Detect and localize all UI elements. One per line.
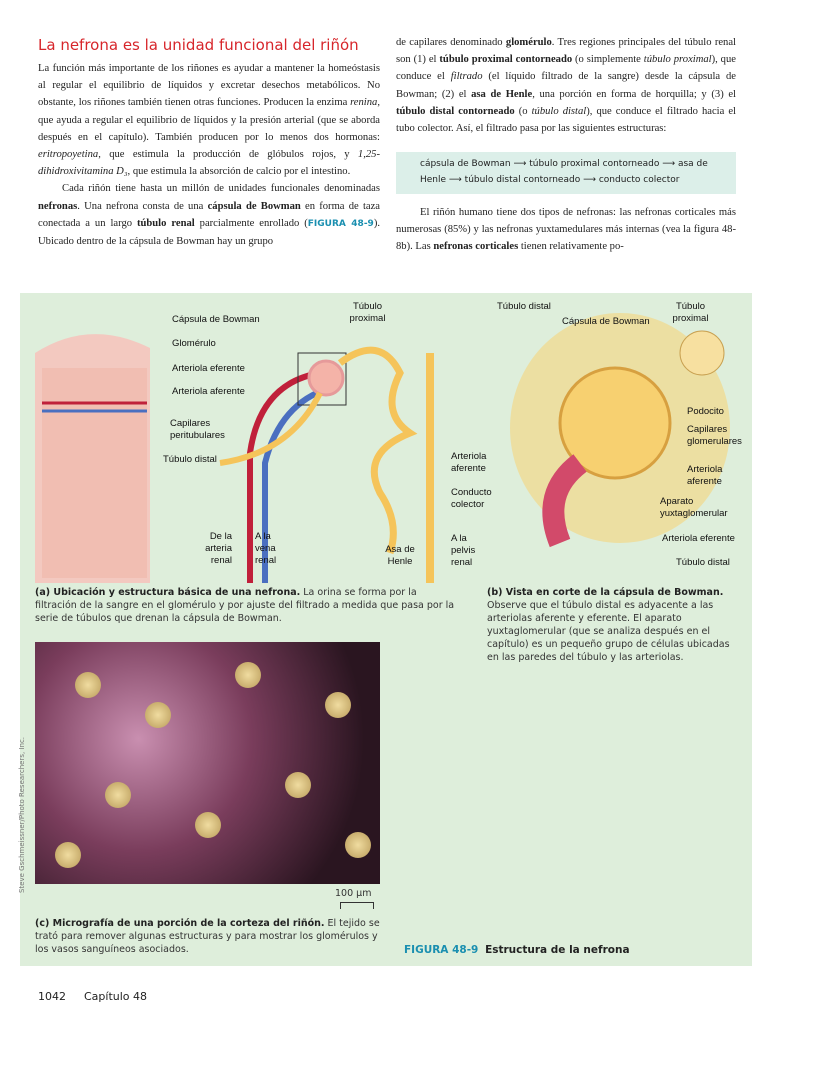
- figure-title-text: Estructura de la nefrona: [485, 944, 630, 956]
- label-afferent-arteriole: Arteriola aferente: [687, 464, 723, 487]
- label-afferent-arteriole: Arteriola aferente: [451, 451, 487, 474]
- text: La función más importante de los riñones es ayudar a mantener la homeóstasis al regular el equilibrio de líquidos y excretar desechos metabólicos. No obstante, los riñones también tienen otras funciones. Producen la enzima: [38, 63, 380, 109]
- text: , que estimula la absorción de calcio por el intestino.: [127, 166, 351, 178]
- paragraph-2: [38, 180, 380, 250]
- text: en forma de taza conectada a un largo: [38, 200, 380, 229]
- text: ). Ubicado dentro de la cápsula de Bowman hay un grupo: [38, 217, 381, 248]
- flow-line: cápsula de Bowman ⟶ túbulo proximal contorneado ⟶ asa de: [420, 159, 708, 169]
- label-to-renal-pelvis: A la pelvis renal: [451, 533, 476, 568]
- term: túbulo proximal contorneado: [439, 54, 573, 66]
- nephron-illustration: [20, 293, 752, 583]
- label-glomerulus: Glomérulo: [172, 338, 216, 349]
- label-juxtaglomerular-apparatus: Aparato yuxtaglomerular: [660, 496, 728, 519]
- glomerulus: [309, 361, 343, 395]
- chapter-label: Capítulo 48: [84, 990, 148, 1003]
- label-bowman-capsule: Cápsula de Bowman: [562, 316, 650, 327]
- left-column: [38, 60, 380, 250]
- photo-credit: Steve Gschmeissner/Photo Researchers, Inc.: [18, 736, 26, 893]
- text: ), que conduce el filtrado hacia el tubo colector. Así, el filtrado pasa por las siguientes estructuras:: [396, 105, 736, 135]
- term: glomérulo: [505, 37, 552, 48]
- label-efferent-arteriole: Arteriola eferente: [172, 363, 245, 374]
- proximal-tubule: [340, 350, 410, 553]
- figure-title: [404, 944, 630, 957]
- text: , que ayuda a regular el equilibrio de líquidos y la presión arterial (que se aborda después en el capítulo). También producen por lo menos dos hormonas:: [38, 97, 380, 143]
- label-podocyte: Podocito: [687, 406, 724, 417]
- text: (el líquido filtrado de la sangre) desde la cápsula de Bowman; (2) el: [396, 71, 736, 100]
- flow-line: Henle ⟶ túbulo distal contorneado ⟶ conducto colector: [420, 175, 680, 185]
- label-glomerular-capillaries: Capilares glomerulares: [687, 424, 742, 447]
- label-collecting-duct: Conducto colector: [451, 487, 492, 510]
- term: cápsula de Bowman: [207, 200, 301, 212]
- label-proximal-tubule: Túbulo proximal: [349, 301, 386, 324]
- term: nefronas corticales: [433, 241, 519, 253]
- label-afferent-arteriole: Arteriola aferente: [172, 386, 245, 397]
- proximal-tubule-section: [680, 331, 724, 375]
- label-to-renal-vein: A la vena renal: [255, 531, 277, 566]
- right-column-top: [396, 34, 736, 137]
- text: (o simplemente: [572, 54, 644, 66]
- label-proximal-tubule: Túbulo proximal: [672, 301, 709, 324]
- text: (o: [514, 105, 532, 117]
- text: parcialmente enrollado (: [194, 217, 308, 229]
- caption-a: [35, 586, 455, 625]
- caption-title: (b) Vista en corte de la cápsula de Bowman.: [487, 587, 724, 598]
- term: nefronas: [38, 200, 78, 212]
- text: , que estimula la producción de glóbulos rojos, y: [98, 149, 358, 161]
- term: túbulo proximal: [643, 54, 712, 66]
- right-column-bottom: [396, 204, 736, 256]
- term: asa de Henle: [471, 88, 533, 100]
- scale-bar: [340, 902, 374, 909]
- paragraph-1: [38, 60, 380, 180]
- figure-number: FIGURA 48-9: [404, 944, 479, 956]
- label-distal-tubule: Túbulo distal: [163, 454, 217, 465]
- page-number: 1042: [38, 990, 66, 1003]
- text: Cada riñón tiene hasta un millón de unidades funcionales denominadas: [62, 183, 380, 195]
- caption-title: (c) Micrografía de una porción de la corteza del riñón.: [35, 918, 325, 929]
- caption-text: La orina se forma por la filtración de la sangre en el glomérulo y por ajuste del filtrado a medida que pasa por la serie de túbulos que drenan la cápsula de Bowman.: [35, 587, 455, 624]
- figure-link[interactable]: FIGURA 48-9: [307, 218, 374, 229]
- text: , una porción en forma de horquilla; y (3) el: [532, 88, 737, 100]
- filtrate-flow-box: [396, 152, 736, 194]
- label-loop-of-henle: Asa de Henle: [385, 544, 415, 567]
- caption-title: (a) Ubicación y estructura básica de una nefrona.: [35, 587, 301, 598]
- text: ), que conduce el: [396, 54, 736, 83]
- text: de capilares denominado: [396, 37, 506, 48]
- term: filtrado: [450, 71, 483, 83]
- caption-text: El tejido se trató para remover algunas estructuras y para mostrar los glomérulos y los vasos sanguíneos asociados.: [35, 918, 380, 955]
- text: . Una nefrona consta de una: [77, 200, 208, 212]
- page-footer: [38, 990, 147, 1003]
- section-heading: La nefrona es la unidad funcional del riñón: [38, 36, 359, 54]
- kidney-cortex-micrograph: [35, 642, 380, 884]
- label-distal-tubule: Túbulo distal: [676, 557, 730, 568]
- label-bowman-capsule: Cápsula de Bowman: [172, 314, 260, 325]
- scale-bar-label: 100 µm: [335, 888, 372, 899]
- label-distal-tubule: Túbulo distal: [497, 301, 551, 312]
- term: túbulo distal contorneado: [396, 105, 515, 117]
- label-peritubular-capillaries: Capilares peritubulares: [170, 418, 225, 441]
- label-efferent-arteriole: Arteriola eferente: [662, 533, 735, 544]
- label-from-renal-artery: De la arteria renal: [205, 531, 232, 566]
- text: El riñón humano tiene dos tipos de nefronas: las nefronas corticales más numerosas (85%) y las nefronas yuxtamedulares más internas (vea la figura 48-8b). Las: [396, 207, 736, 253]
- caption-c: [35, 917, 385, 956]
- caption-b: [487, 586, 742, 664]
- term: renina: [350, 97, 378, 109]
- figure-panel: [20, 293, 752, 966]
- term: túbulo distal: [531, 105, 587, 117]
- text: . Tres regiones principales del túbulo renal son (1) el: [396, 37, 736, 66]
- term: eritropoyetina: [38, 149, 99, 161]
- caption-text: Observe que el túbulo distal es adyacente a las arteriolas aferente y eferente. El aparato yuxtaglomerular (que se analiza después en el capítulo) es un pequeño grupo de células ubicadas en las paredes del túbulo y las arteriolas.: [487, 600, 730, 663]
- text: tienen relativamente po-: [518, 241, 624, 253]
- term: túbulo renal: [136, 217, 195, 229]
- term: 1,25-dihidroxivitamina D₃: [38, 149, 380, 178]
